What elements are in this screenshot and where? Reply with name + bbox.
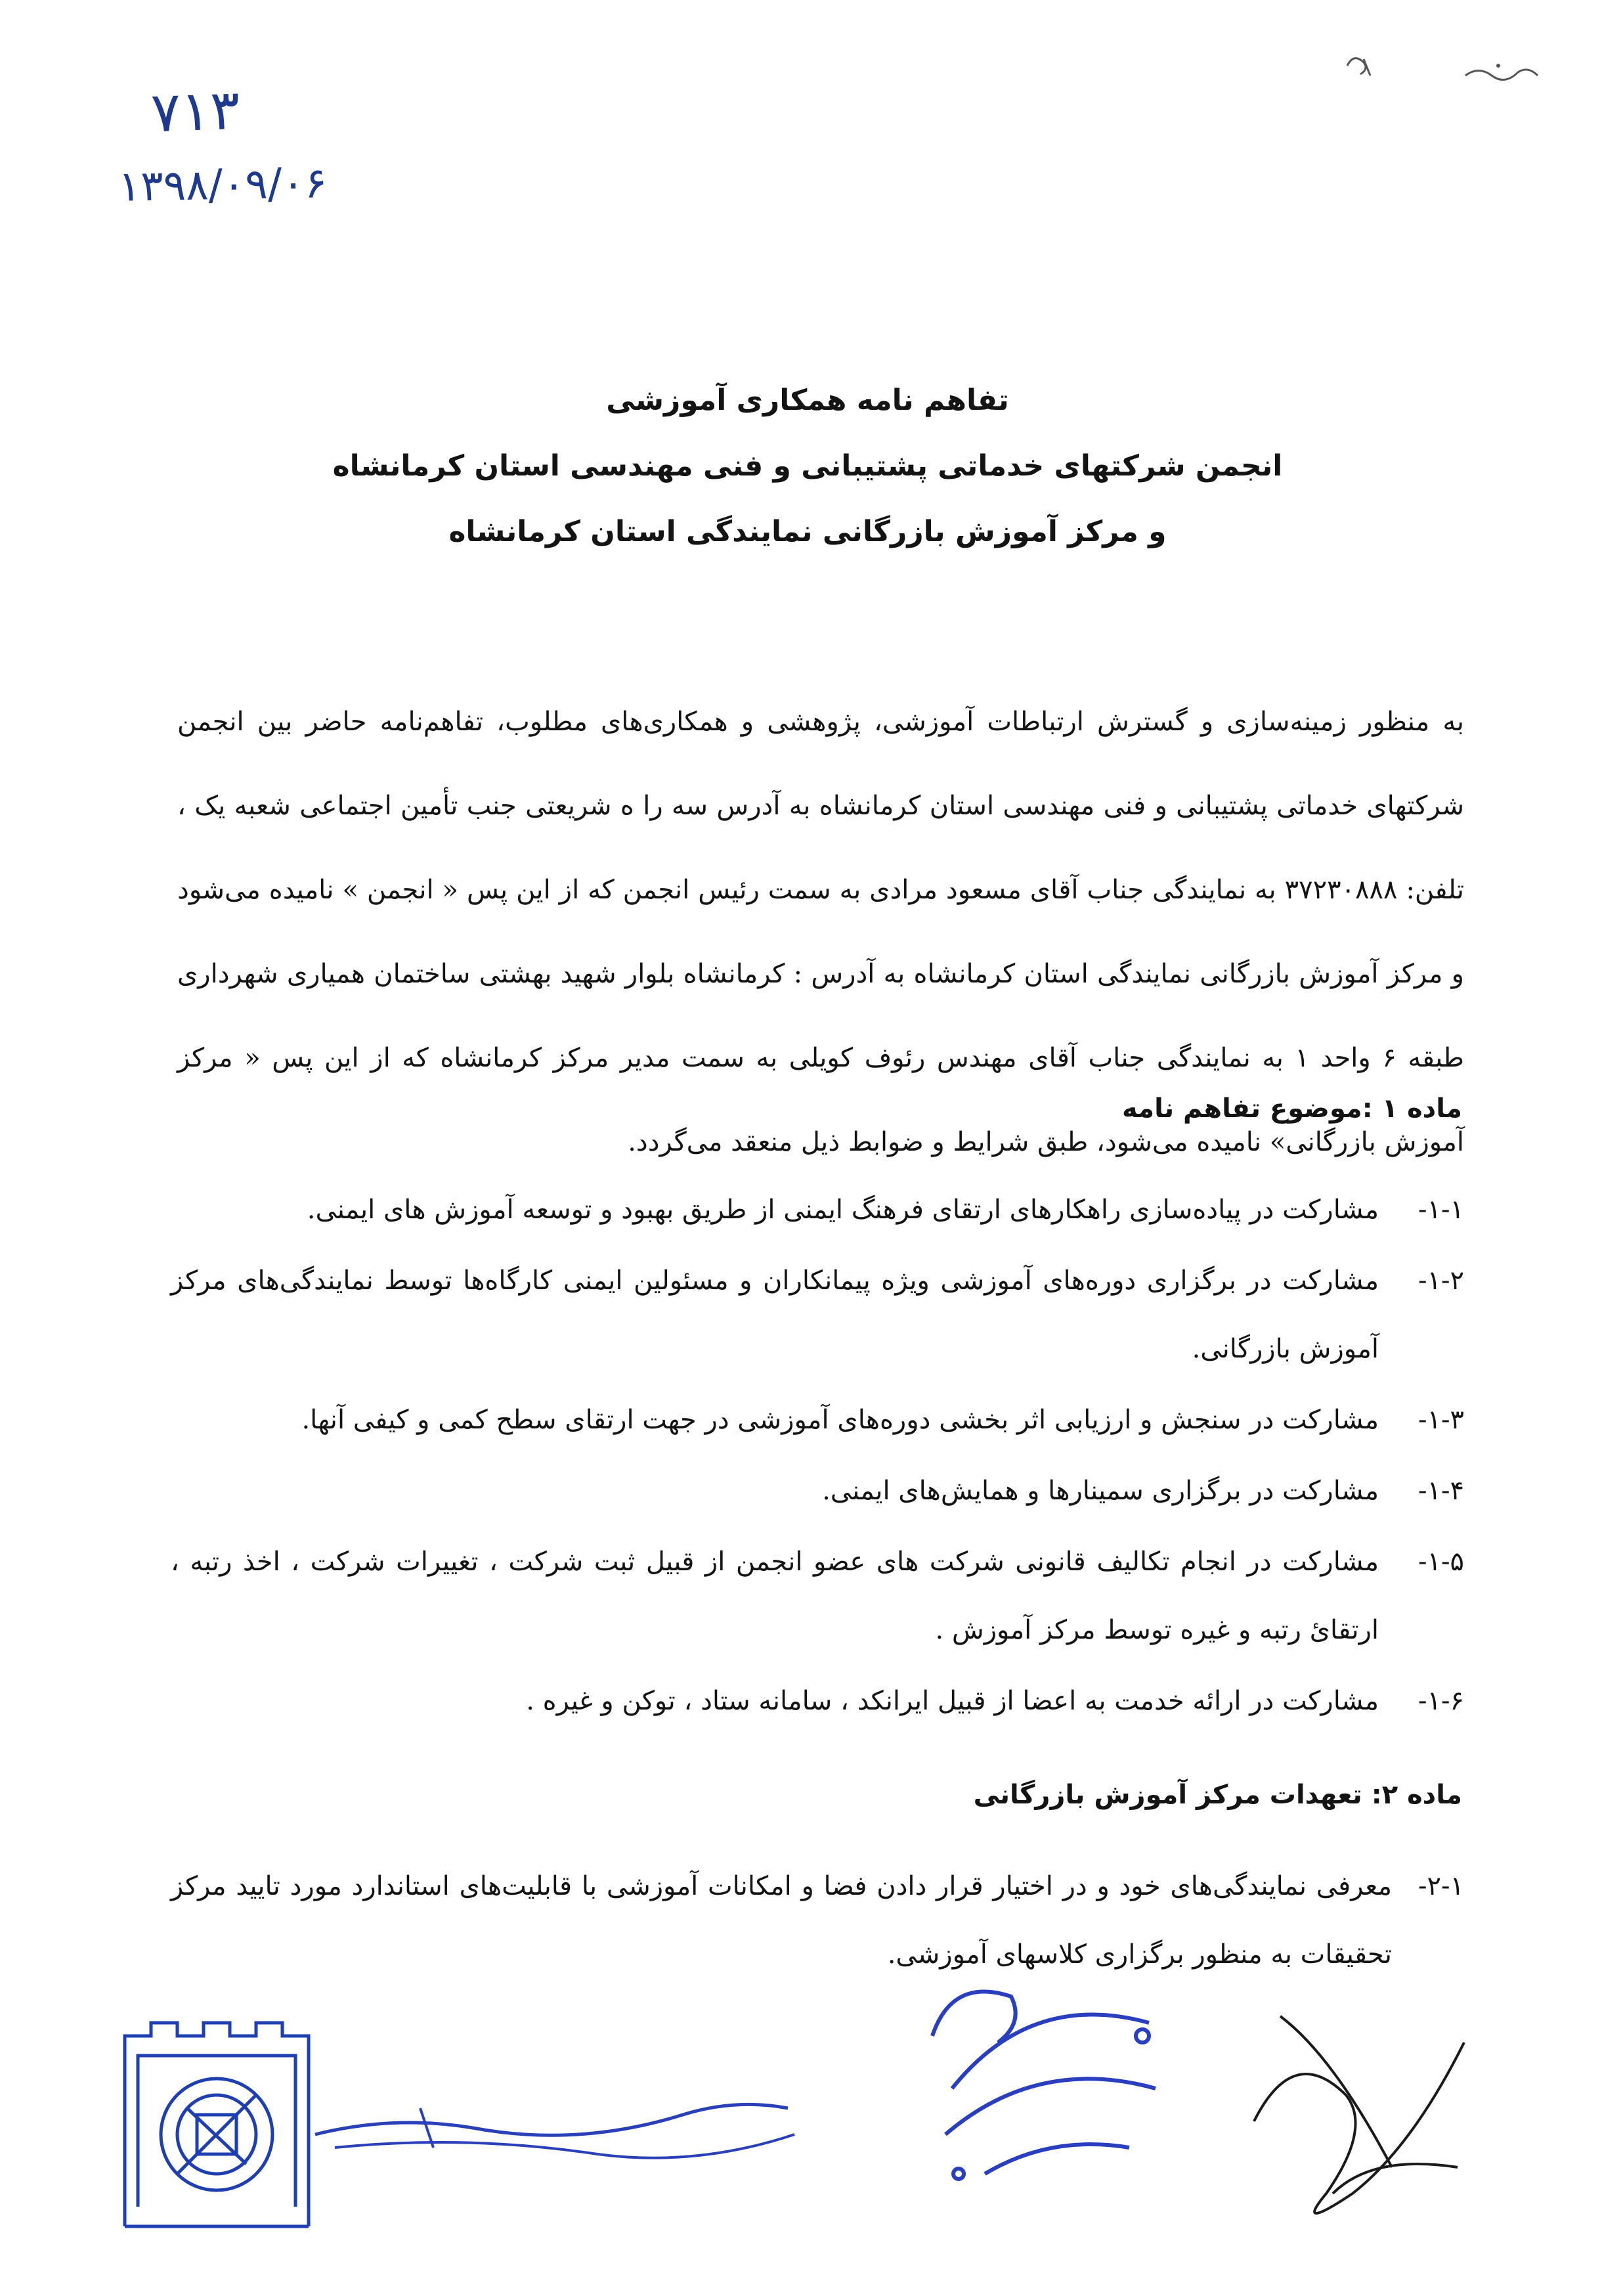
left-signature-icon <box>309 2062 808 2174</box>
list-item <box>171 1247 1464 1383</box>
item-text: مشارکت در سنجش و ارزیابی اثر بخشی دوره‌های آموزشی در جهت ارتقای سطح کمی و کیفی آنها. <box>301 1405 1379 1435</box>
item-text: مشارکت در انجام تکالیف قانونی شرکت های عضو انجمن از قبیل ثبت شرکت ، تغییرات شرکت ، اخذ رتبه ، ارتقائ رتبه و غیره توسط مرکز آموزش . <box>171 1547 1379 1645</box>
list-item <box>171 1528 1464 1664</box>
article-2-heading: ماده ۲: تعهدات مرکز آموزش بازرگانی <box>973 1780 1462 1810</box>
commerce-center-stamp-icon <box>906 1957 1182 2194</box>
list-item <box>171 1176 1464 1244</box>
list-item <box>171 1667 1464 1735</box>
item-text: مشارکت در برگزاری سمینارها و همایش‌های ایمنی. <box>822 1476 1379 1506</box>
item-text: مشارکت در ارائه خدمت به اعضا از قبیل ایرانکد ، سامانه ستاد ، توکن و غیره . <box>526 1686 1379 1716</box>
item-text: مشارکت در برگزاری دوره‌های آموزشی ویژه پیمانکاران و مسئولین ایمنی کارگاه‌ها توسط نمایندگی‌های مرکز آموزش بازرگانی. <box>171 1266 1379 1364</box>
item-number: ۲-۱- <box>1418 1871 1464 1901</box>
title-block <box>197 368 1418 565</box>
title-line-1: تفاهم نامه همکاری آموزشی <box>606 384 1009 417</box>
title-line-3: و مرکز آموزش بازرگانی نمایندگی استان کرمانشاه <box>448 515 1167 548</box>
association-seal-icon <box>112 2010 335 2246</box>
item-number: ۱-۶- <box>1418 1686 1464 1716</box>
article-1-list <box>171 1176 1464 1738</box>
right-signature-icon <box>1241 1990 1490 2220</box>
item-number: ۱-۲- <box>1418 1266 1464 1296</box>
article-1-heading: ماده ۱ :موضوع تفاهم نامه <box>1122 1093 1462 1124</box>
item-text: مشارکت در پیاده‌سازی راهکارهای ارتقای فرهنگ ایمنی از طریق بهبود و توسعه آموزش های ایمنی. <box>307 1195 1379 1225</box>
corner-scribble-icon <box>1334 39 1551 99</box>
item-number: ۱-۴- <box>1418 1476 1464 1506</box>
article-2-list <box>171 1852 1464 1989</box>
list-item <box>171 1386 1464 1454</box>
item-text: معرفی نمایندگی‌های خود و در اختیار قرار دادن فضا و امکانات آموزشی با قابلیت‌های استاندارد مورد تایید مرکز تحقیقات به منظور برگزاری کلاسهای آموزشی. <box>171 1871 1392 1970</box>
list-item <box>171 1457 1464 1525</box>
item-number: ۱-۵- <box>1418 1547 1464 1577</box>
title-line-2: انجمن شرکتهای خدماتی پشتیبانی و فنی مهندسی استان کرمانشاه <box>332 449 1283 483</box>
item-number: ۱-۱- <box>1418 1195 1464 1225</box>
preamble-paragraph: به منظور زمینه‌سازی و گسترش ارتباطات آموزشی، پژوهشی و همکاری‌های مطلوب، تفاهم‌نامه حاضر بین انجمن شرکتهای خدماتی پشتیبانی و فنی مهندسی استان کرمانشاه به آدرس سه را ه شریعتی جنب تأمین اجتماعی شعبه یک ، تلفن: ۳۷۲۳۰۸۸۸ به نمایندگی جناب آقای مسعود مرادی به سمت رئیس انجمن که از این پس « انجمن » نامیده می‌شود و مرکز آموزش بازرگانی نمایندگی استان کرمانشاه به آدرس : کرمانشاه بلوار شهید بهشتی ساختمان همیاری شهرداری طبقه ۶ واحد ۱ به نمایندگی جناب آقای مهندس رئوف کویلی به سمت مدیر مرکز کرمانشاه که از این پس « مرکز آموزش بازرگانی» نامیده می‌شود، طبق شرایط و ضوابط ذیل منعقد می‌گردد. <box>177 707 1464 1157</box>
handwritten-reference-number: ۷۱۳ <box>150 77 242 145</box>
item-number: ۱-۳- <box>1418 1405 1464 1435</box>
handwritten-date: ۱۳۹۸/۰۹/۰۶ <box>118 159 328 211</box>
list-item <box>171 1852 1464 1989</box>
